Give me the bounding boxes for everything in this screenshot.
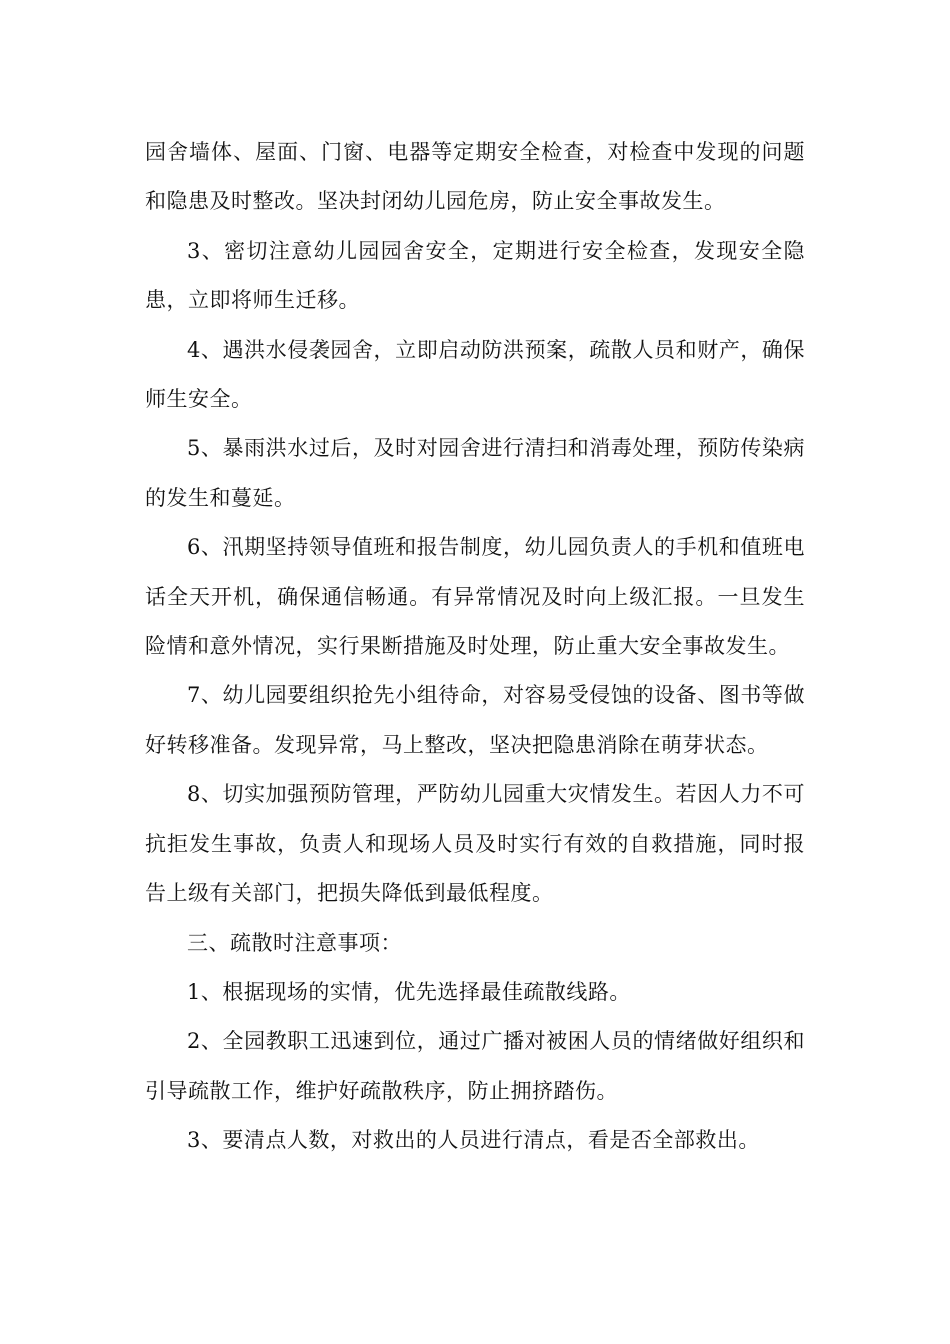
paragraph-item-5: 5、暴雨洪水过后，及时对园舍进行清扫和消毒处理，预防传染病的发生和蔓延。 [145,436,805,510]
document-body [145,128,805,1166]
paragraph-item-4: 4、遇洪水侵袭园舍，立即启动防洪预案，疏散人员和财产，确保师生安全。 [145,337,805,412]
evacuation-item-1: 1、根据现场的实情，优先选择最佳疏散线路。 [187,979,631,1004]
paragraph-item-3: 3、密切注意幼儿园园舍安全，定期进行安全检查，发现安全隐患，立即将师生迁移。 [145,238,805,313]
paragraph-item-7: 7、幼儿园要组织抢先小组待命，对容易受侵蚀的设备、图书等做好转移准备。发现异常，马上整改，坚决把隐患消除在萌芽状态。 [145,683,805,757]
evacuation-item-3: 3、要清点人数，对救出的人员进行清点，看是否全部救出。 [187,1128,760,1153]
paragraph-item-6: 6、汛期坚持领导值班和报告制度，幼儿园负责人的手机和值班电话全天开机，确保通信畅通。有异常情况及时向上级汇报。一旦发生险情和意外情况，实行果断措施及时处理，防止重大安全事故发生。 [145,535,805,659]
evacuation-item-2: 2、全园教职工迅速到位，通过广播对被困人员的情绪做好组织和引导疏散工作，维护好疏散秩序，防止拥挤踏伤。 [145,1029,805,1103]
section-heading-evacuation: 三、疏散时注意事项： [187,930,402,955]
paragraph-item-8: 8、切实加强预防管理，严防幼儿园重大灾情发生。若因人力不可抗拒发生事故，负责人和现场人员及时实行有效的自救措施，同时报告上级有关部门，把损失降低到最低程度。 [145,782,805,906]
paragraph-continuation: 园舍墙体、屋面、门窗、电器等定期安全检查，对检查中发现的问题和隐患及时整改。坚决封闭幼儿园危房，防止安全事故发生。 [145,140,805,214]
